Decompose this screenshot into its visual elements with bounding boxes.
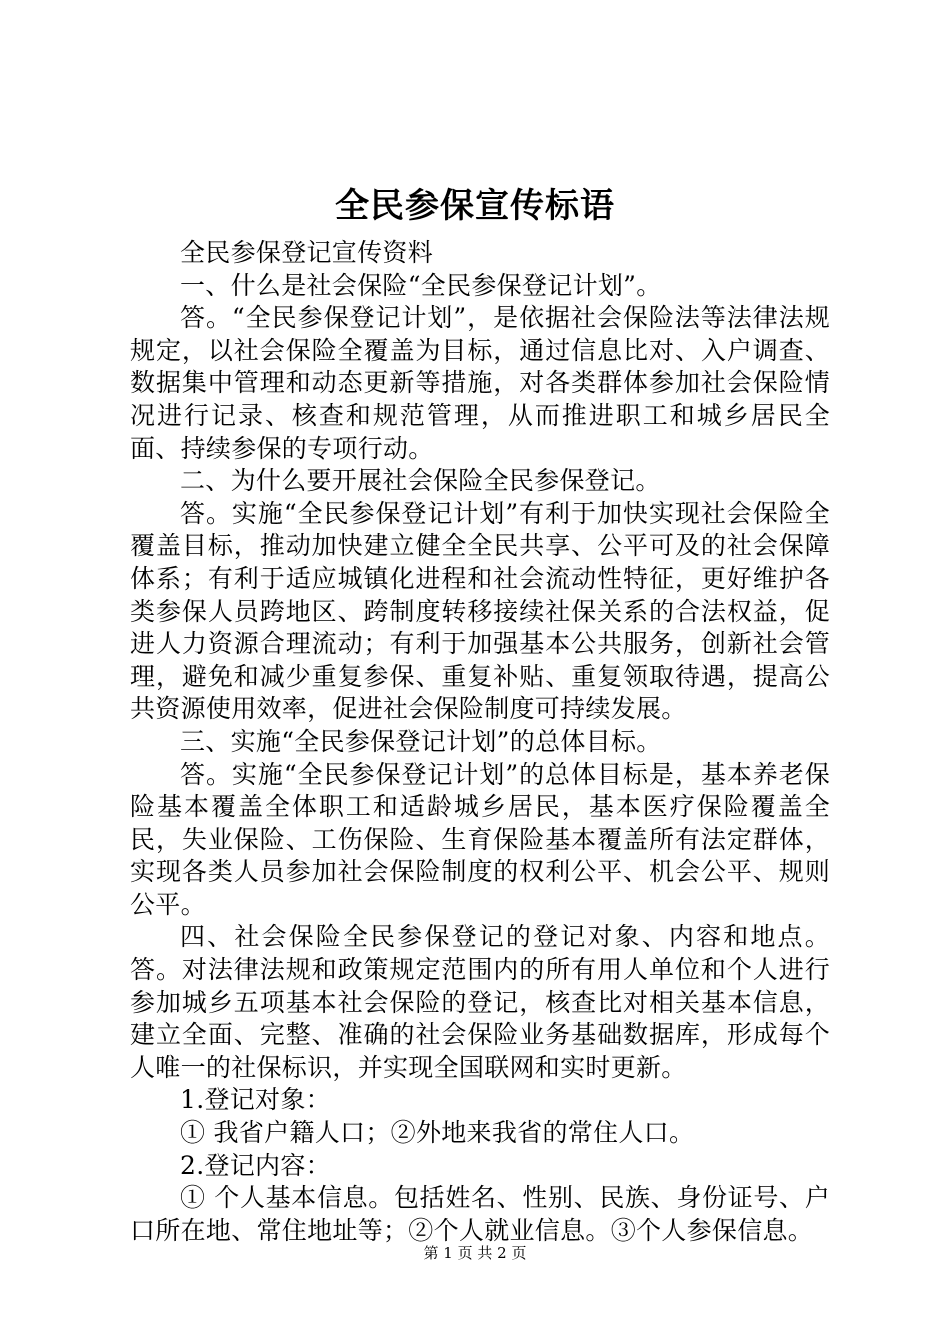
paragraph-registration-content: ① 个人基本信息。包括姓名、性别、民族、身份证号、户口所在地、常住地址等；②个人就业信息。③个人参保信息。	[130, 1183, 830, 1245]
paragraph-answer-1: 答。“全民参保登记计划”，是依据社会保险法等法律法规规定，以社会保险全覆盖为目标，通过信息比对、入户调查、数据集中管理和动态更新等措施，对各类群体参加社会保险情况进行记录、核查和规范管理，从而推进职工和城乡居民全面、持续参保的专项行动。	[130, 303, 830, 463]
paragraph-heading: 全民参保登记宣传资料	[180, 238, 434, 267]
paragraph-answer-3: 答。实施“全民参保登记计划”的总体目标是，基本养老保险基本覆盖全体职工和适龄城乡居民，基本医疗保险覆盖全民，失业保险、工伤保险、生育保险基本覆盖所有法定群体，实现各类人员参加社会保险制度的权利公平、机会公平、规则公平。	[130, 759, 830, 919]
paragraph-registration-content-label: 2.登记内容：	[180, 1150, 331, 1180]
paragraph-question-3: 三、实施“全民参保登记计划”的总体目标。	[180, 726, 662, 756]
paragraph-answer-2: 答。实施“全民参保登记计划”有利于加快实现社会保险全覆盖目标，推动加快建立健全全民共享、公平可及的社会保障体系；有利于适应城镇化进程和社会流动性特征，更好维护各类参保人员跨地区、跨制度转移接续社保关系的合法权益，促进人力资源合理流动；有利于加强基本公共服务，创新社会管理，避免和减少重复参保、重复补贴、重复领取待遇，提高公共资源使用效率，促进社会保险制度可持续发展。	[130, 498, 830, 724]
paragraph-registration-target: ① 我省户籍人口；②外地来我省的常住人口。	[180, 1118, 695, 1148]
page-footer: 第 1 页 共 2 页	[423, 1244, 527, 1262]
paragraph-question-1: 一、什么是社会保险“全民参保登记计划”。	[180, 270, 662, 300]
paragraph-question-4: 四、社会保险全民参保登记的登记对象、内容和地点。答。对法律法规和政策规定范围内的所有用人单位和个人进行参加城乡五项基本社会保险的登记，核查比对相关基本信息，建立全面、完整、准确的社会保险业务基础数据库，形成每个人唯一的社保标识，并实现全国联网和实时更新。	[130, 922, 830, 1082]
document-body	[130, 237, 830, 1247]
paragraph-question-2: 二、为什么要开展社会保险全民参保登记。	[180, 466, 661, 496]
paragraph-registration-target-label: 1.登记对象：	[180, 1085, 331, 1115]
document-title: 全民参保宣传标语	[335, 186, 615, 226]
